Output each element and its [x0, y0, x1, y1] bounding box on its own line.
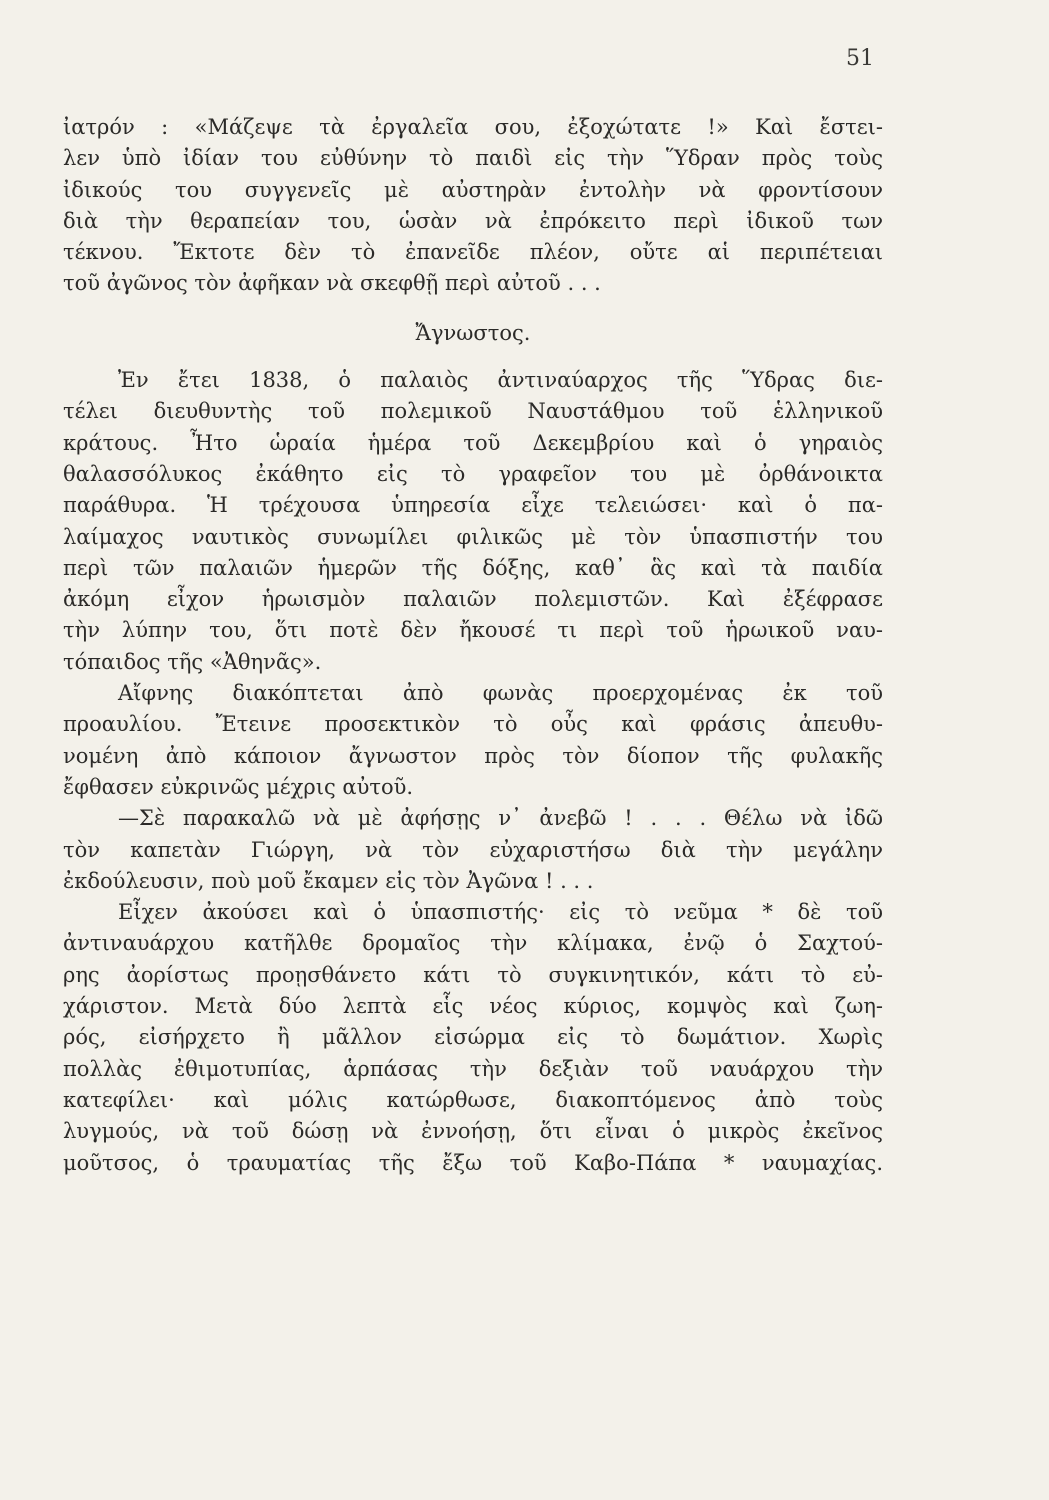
text-line: ἀντιναυάρχου κατῆλθε δρομαῖος τὴν κλίμακα, ἐνῷ ὁ Σαχτού-	[63, 931, 883, 956]
text-line: ρης ἀορίστως προῃσθάνετο κάτι τὸ συγκινητικόν, κάτι τὸ εὐ-	[63, 962, 883, 987]
text-line: τοῦ ἀγῶνος τὸν ἀφῆκαν νὰ σκεφθῇ περὶ αὐτοῦ . . .	[63, 271, 601, 296]
page-number: 51	[846, 46, 874, 71]
text-line: προαυλίου. Ἔτεινε προσεκτικὸν τὸ οὖς καὶ φράσις ἀπευθυ-	[63, 712, 883, 737]
text-line: διὰ τὴν θεραπείαν του, ὡσὰν νὰ ἐπρόκειτο περὶ ἰδικοῦ των	[63, 208, 883, 233]
text-line: θαλασσόλυκος ἐκάθητο εἰς τὸ γραφεῖον του μὲ ὀρθάνοικτα	[63, 461, 883, 486]
text-line: μοῦτσος, ὁ τραυματίας τῆς ἔξω τοῦ Καβο-Πάπα * ναυμαχίας.	[63, 1150, 883, 1175]
text-line: Αἴφνης διακόπτεται ἀπὸ φωνὰς προερχομένας ἐκ τοῦ	[118, 681, 883, 706]
text-line: Ἐν ἔτει 1838, ὁ παλαιὸς ἀντιναύαρχος τῆς Ὕδρας διε-	[118, 368, 883, 393]
text-line: —Σὲ παρακαλῶ νὰ μὲ ἀφήσῃς ν᾿ ἀνεβῶ ! . . . Θέλω νὰ ἰδῶ	[118, 806, 883, 831]
text-line: ἀκόμη εἶχον ἡρωισμὸν παλαιῶν πολεμιστῶν. Καὶ ἐξέφρασε	[63, 587, 883, 612]
text-line: ἰατρόν : «Μάζεψε τὰ ἐργαλεῖα σου, ἐξοχώτατε !» Καὶ ἔστει-	[63, 115, 883, 139]
text-line: κράτους. Ἦτο ὡραία ἡμέρα τοῦ Δεκεμβρίου καὶ ὁ γηραιὸς	[63, 430, 883, 455]
text-line: τέκνου. Ἔκτοτε δὲν τὸ ἐπανεῖδε πλέον, οὔτε αἱ περιπέτειαι	[63, 240, 883, 265]
text-line: ἰδικούς του συγγενεῖς μὲ αὐστηρὰν ἐντολὴν νὰ φροντίσουν	[63, 177, 883, 202]
text-line: λαίμαχος ναυτικὸς συνωμίλει φιλικῶς μὲ τὸν ὑπασπιστήν του	[63, 524, 883, 549]
text-line: λυγμούς, νὰ τοῦ δώσῃ νὰ ἐννοήσῃ, ὅτι εἶναι ὁ μικρὸς ἐκεῖνος	[63, 1119, 883, 1144]
text-line: τόπαιδος τῆς «Ἀθηνᾶς».	[63, 649, 322, 674]
text-line: χάριστον. Μετὰ δύο λεπτὰ εἷς νέος κύριος, κομψὸς καὶ ζωη-	[63, 994, 883, 1019]
text-line: τὸν καπετὰν Γιώργη, νὰ τὸν εὐχαριστήσω διὰ τὴν μεγάλην	[63, 837, 883, 862]
text-line: ρός, εἰσήρχετο ἢ μᾶλλον εἰσώρμα εἰς τὸ δωμάτιον. Χωρὶς	[63, 1025, 883, 1050]
body-text	[63, 112, 883, 1179]
text-line: ἐκδούλευσιν, ποὺ μοῦ ἔκαμεν εἰς τὸν Ἀγῶνα ! . . .	[63, 868, 594, 893]
section-heading: Ἄγνωστος.	[415, 320, 531, 345]
text-line: κατεφίλει· καὶ μόλις κατώρθωσε, διακοπτόμενος ἀπὸ τοὺς	[63, 1087, 883, 1112]
text-line: περὶ τῶν παλαιῶν ἡμερῶν τῆς δόξης, καθ᾿ ἃς καὶ τὰ παιδία	[63, 555, 883, 580]
text-line: παράθυρα. Ἡ τρέχουσα ὑπηρεσία εἶχε τελειώσει· καὶ ὁ πα-	[63, 493, 883, 518]
text-line: Εἶχεν ἀκούσει καὶ ὁ ὑπασπιστής· εἰς τὸ νεῦμα * δὲ τοῦ	[118, 900, 883, 925]
text-line: τέλει διευθυντὴς τοῦ πολεμικοῦ Ναυστάθμου τοῦ ἑλληνικοῦ	[63, 399, 883, 424]
text-line: τὴν λύπην του, ὅτι ποτὲ δὲν ἤκουσέ τι περὶ τοῦ ἡρωικοῦ ναυ-	[63, 618, 883, 643]
text-line: λεν ὑπὸ ἰδίαν του εὐθύνην τὸ παιδὶ εἰς τὴν Ὕδραν πρὸς τοὺς	[63, 146, 883, 171]
text-line: ἔφθασεν εὐκρινῶς μέχρις αὐτοῦ.	[63, 774, 414, 799]
text-line: πολλὰς ἐθιμοτυπίας, ἁρπάσας τὴν δεξιὰν τοῦ ναυάρχου τὴν	[63, 1056, 883, 1081]
text-line: νομένη ἀπὸ κάποιον ἄγνωστον πρὸς τὸν δίοπον τῆς φυλακῆς	[63, 743, 883, 768]
